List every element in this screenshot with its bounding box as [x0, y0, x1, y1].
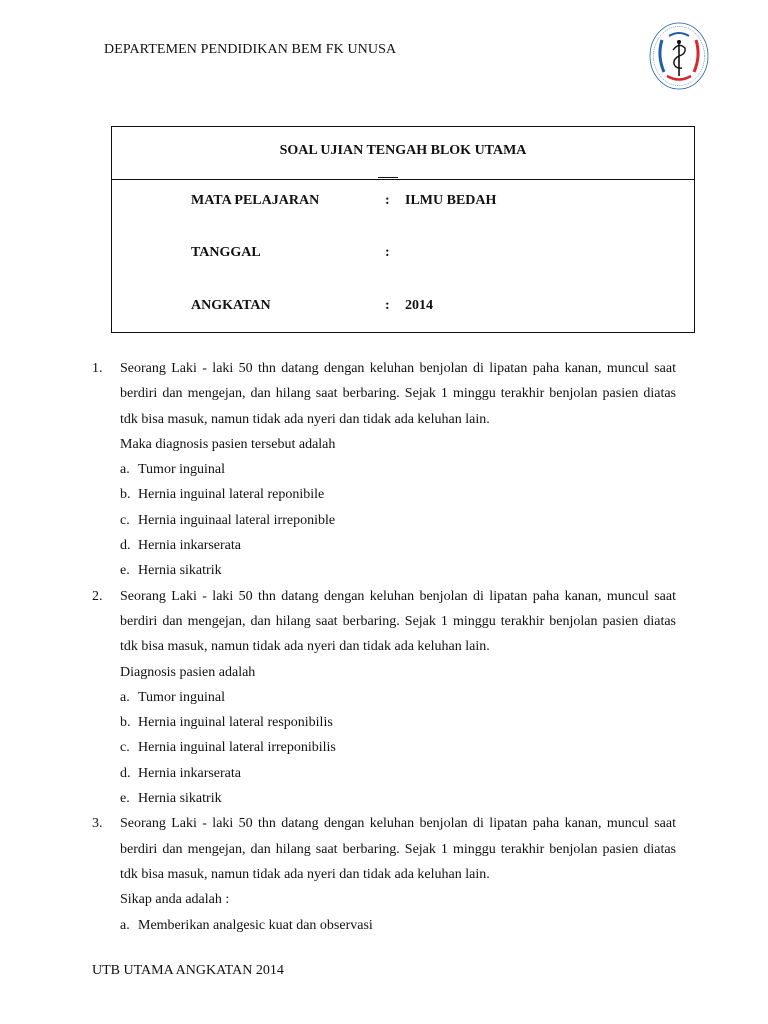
answer-option: [120, 457, 676, 482]
answer-option: [120, 735, 676, 760]
question-stem-body: Seorang Laki - laki 50 thn datang dengan keluhan benjolan di lipatan paha kanan, muncul saat berdiri dan mengejan, dan hilang saat berbaring. Sejak 1 minggu terakhir benjolan pasien diatas tdk bisa masuk, namun tidak ada nyeri dan tidak ada keluhan lain.: [120, 588, 676, 655]
option-text: Tumor inguinal: [138, 462, 225, 478]
option-text: Hernia inguinal lateral reponibile: [138, 487, 325, 503]
question-stem-prompt: Maka diagnosis pasien tersebut adalah: [120, 436, 336, 452]
option-text: Hernia sikatrik: [138, 791, 222, 807]
info-value: 2014: [405, 298, 433, 313]
question-stem: [120, 584, 676, 685]
page-footer: UTB UTAMA ANGKATAN 2014: [92, 963, 284, 978]
info-colon: :: [385, 193, 390, 208]
question-list: [92, 356, 676, 938]
option-letter: a.: [120, 689, 130, 705]
answer-option: [120, 786, 676, 811]
divider-mark: [378, 177, 398, 178]
answer-option: [120, 533, 676, 558]
question-2: [92, 584, 676, 812]
option-text: Tumor inguinal: [138, 689, 225, 705]
answer-option: [120, 761, 676, 786]
info-label: TANGGAL: [191, 245, 261, 260]
exam-title: SOAL UJIAN TENGAH BLOK UTAMA: [279, 143, 527, 158]
question-stem-body: Seorang Laki - laki 50 thn datang dengan keluhan benjolan di lipatan paha kanan, muncul saat berdiri dan mengejan, dan hilang saat berbaring. Sejak 1 minggu terakhir benjolan pasien diatas tdk bisa masuk, namun tidak ada nyeri dan tidak ada keluhan lain.: [120, 361, 676, 427]
answer-option: [120, 913, 676, 938]
question-stem-body: Seorang Laki - laki 50 thn datang dengan keluhan benjolan di lipatan paha kanan, muncul saat berdiri dan mengejan, dan hilang saat berbaring. Sejak 1 minggu terakhir benjolan pasien diatas tdk bisa masuk, namun tidak ada nyeri dan tidak ada keluhan lain.: [120, 816, 676, 882]
option-letter: e.: [120, 791, 130, 807]
question-stem-prompt: Sikap anda adalah :: [120, 892, 230, 908]
department-name: DEPARTEMEN PENDIDIKAN BEM FK UNUSA: [104, 42, 397, 57]
question-3: [92, 811, 676, 937]
info-label: MATA PELAJARAN: [191, 193, 320, 208]
option-letter: c.: [120, 512, 130, 528]
option-text: Hernia inguinal lateral responibilis: [138, 715, 333, 731]
question-1: [92, 356, 676, 584]
option-text: Hernia inguinaal lateral irreponible: [138, 512, 336, 528]
option-text: Hernia sikatrik: [138, 563, 222, 579]
info-label: ANGKATAN: [191, 298, 271, 313]
option-letter: a.: [120, 462, 130, 478]
answer-option: [120, 558, 676, 583]
option-text: Hernia inguinal lateral irreponibilis: [138, 740, 336, 756]
option-letter: b.: [120, 487, 131, 503]
option-letter: d.: [120, 765, 131, 781]
option-text: Hernia inkarserata: [138, 765, 241, 781]
divider: [112, 179, 694, 180]
option-letter: e.: [120, 563, 130, 579]
question-stem-prompt: Diagnosis pasien adalah: [120, 664, 256, 680]
option-text: Hernia inkarserata: [138, 538, 241, 554]
info-value: ILMU BEDAH: [405, 193, 497, 208]
medical-faculty-logo-icon: [648, 20, 710, 92]
answer-option: [120, 685, 676, 710]
question-stem: [120, 811, 676, 912]
option-letter: d.: [120, 538, 131, 554]
question-stem: [120, 356, 676, 457]
option-letter: b.: [120, 715, 131, 731]
question-number: 2.: [92, 588, 103, 604]
info-colon: :: [385, 298, 390, 313]
answer-option: [120, 508, 676, 533]
answer-option: [120, 482, 676, 507]
answer-option: [120, 710, 676, 735]
info-colon: :: [385, 245, 390, 260]
exam-info-box: [111, 126, 695, 333]
option-letter: a.: [120, 917, 130, 933]
question-number: 3.: [92, 816, 103, 832]
question-number: 1.: [92, 361, 103, 376]
option-text: Memberikan analgesic kuat dan observasi: [138, 917, 373, 933]
option-letter: c.: [120, 740, 130, 756]
